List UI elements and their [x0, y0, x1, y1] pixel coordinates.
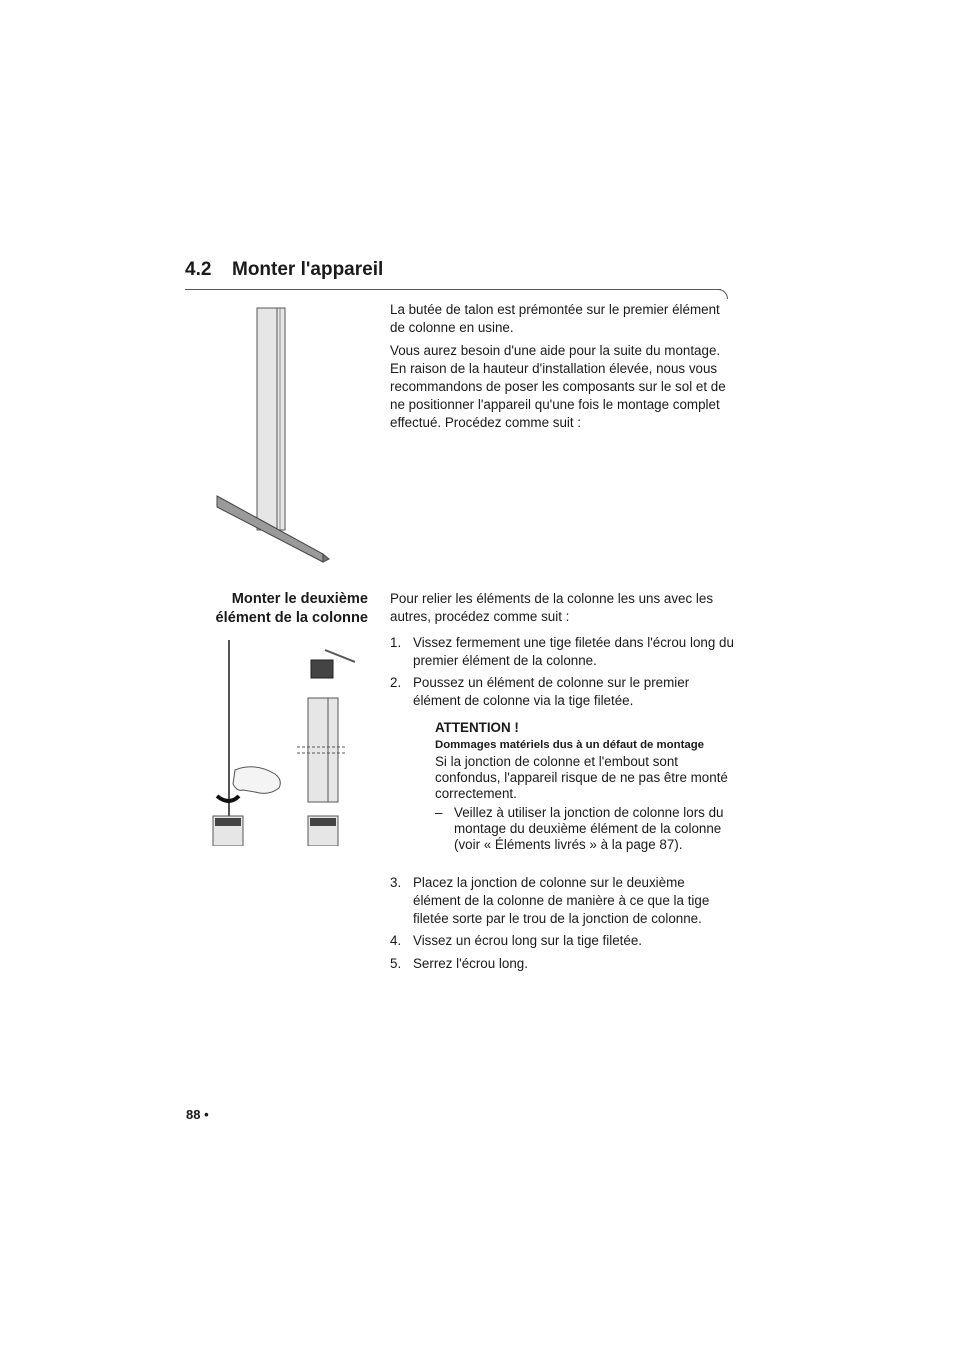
steps-list-b: [390, 874, 735, 973]
heading-rule: [185, 289, 721, 290]
subsection-lead: Pour relier les éléments de la colonne les uns avec les autres, procédez comme suit :: [390, 591, 714, 624]
warning-title: ATTENTION !: [435, 720, 519, 735]
warning-item: – Veillez à utiliser la jonction de colonne lors du montage du deuxième élément de la colonne (voir « Éléments livrés » à la page 87).: [435, 805, 724, 852]
subsection-heading: Monter le deuxième élément de la colonne: [215, 591, 368, 626]
list-item: 3. Placez la jonction de colonne sur le deuxième élément de la colonne de manière à ce que la tige filetée sorte par le trou de la jonction de colonne.: [390, 875, 710, 926]
second-column-element: [308, 698, 338, 802]
list-item: 2. Poussez un élément de colonne sur le premier élément de colonne via la tige filetée.: [390, 675, 690, 708]
section-title: Monter l'appareil: [232, 259, 384, 280]
column-foot-illustration: [205, 300, 345, 572]
intro-paragraph-2: Vous aurez besoin d'une aide pour la suite du montage. En raison de la hauteur d'installation élevée, nous vous recommandons de poser les composants sur le sol et de ne positionner l'appareil qu'une fois le montage complet effectué. Procédez comme suit :: [390, 343, 726, 430]
column-assembly-illustration: [205, 640, 355, 846]
list-item: 5. Serrez l'écrou long.: [390, 956, 528, 971]
column-body: [257, 308, 285, 530]
list-item: 4. Vissez un écrou long sur la tige filetée.: [390, 933, 643, 948]
hand-icon: [233, 767, 280, 794]
heading-rule-corner: [718, 289, 728, 299]
column-connector: [311, 660, 333, 678]
steps-list-a: [390, 634, 735, 710]
list-item: 1. Vissez fermement une tige filetée dans l'écrou long du premier élément de la colonne.: [390, 635, 734, 668]
section-heading: [185, 259, 383, 281]
warning-subtitle: Dommages matériels dus à un défaut de montage: [435, 739, 705, 751]
section-number: 4.2: [185, 259, 212, 280]
warning-notice: [435, 719, 735, 853]
intro-paragraph-1: La butée de talon est prémontée sur le premier élément de colonne en usine.: [390, 302, 720, 335]
page-number: 88 •: [186, 1107, 209, 1122]
warning-body: Si la jonction de colonne et l'embout sont confondus, l'appareil risque de ne pas être monté correctement.: [435, 754, 728, 801]
